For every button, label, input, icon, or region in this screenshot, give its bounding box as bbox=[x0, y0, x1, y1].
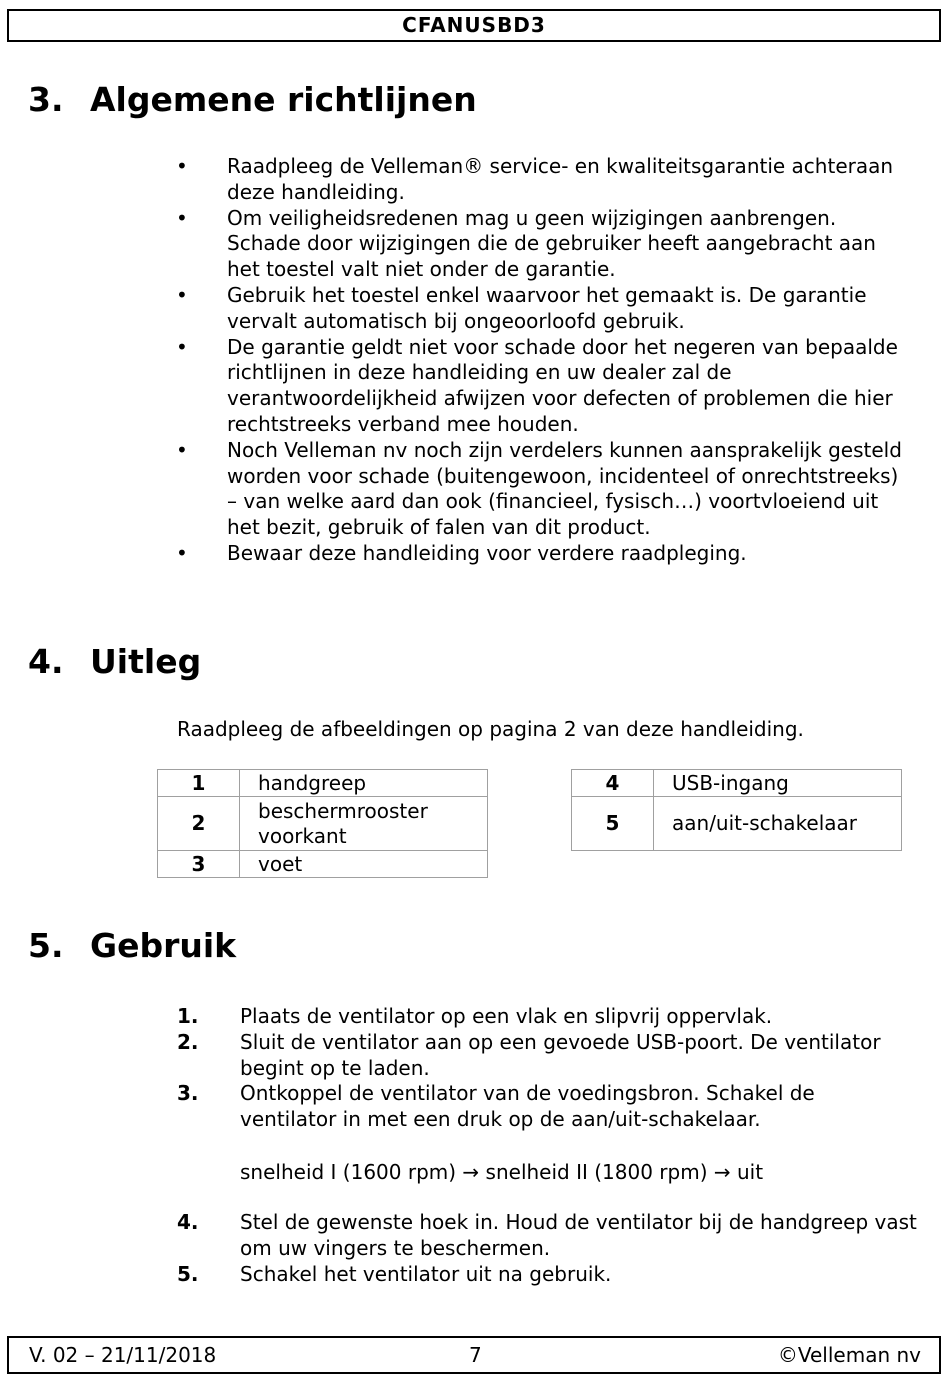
list-item bbox=[170, 154, 910, 206]
bullet-icon: • bbox=[176, 437, 188, 462]
part-label: beschermrooster voorkant bbox=[240, 797, 488, 851]
list-item bbox=[170, 335, 910, 438]
table-row bbox=[572, 797, 902, 851]
step-number: 3. bbox=[177, 1081, 199, 1106]
step-number: 4. bbox=[177, 1209, 199, 1234]
copyright: ©Velleman nv bbox=[777, 1343, 921, 1367]
step-number: 2. bbox=[177, 1029, 199, 1054]
guidelines-list bbox=[170, 154, 910, 567]
speed-sequence: snelheid I (1600 rpm) → snelheid II (1800 rpm) → uit bbox=[240, 1160, 764, 1184]
usage-steps bbox=[177, 1004, 917, 1287]
list-item bbox=[177, 1262, 917, 1288]
list-item bbox=[170, 206, 910, 283]
step-text: Plaats de ventilator op een vlak en slipvrij oppervlak. bbox=[240, 1004, 773, 1028]
list-item bbox=[177, 1030, 917, 1082]
page-number: 7 bbox=[469, 1343, 482, 1367]
list-item bbox=[170, 541, 910, 567]
table-row bbox=[158, 770, 488, 797]
section-5-heading bbox=[28, 926, 236, 966]
list-item-text: De garantie geldt niet voor schade door het negeren van bepaalde richtlijnen in deze handleiding en uw dealer zal de verantwoordelijkheid afwijzen voor defecten of problemen die hier rechtstreeks verband mee houden. bbox=[227, 334, 898, 436]
bullet-icon: • bbox=[176, 282, 188, 307]
bullet-icon: • bbox=[176, 205, 188, 230]
step-number: 1. bbox=[177, 1004, 199, 1028]
list-item bbox=[177, 1081, 917, 1133]
list-item-text: Om veiligheidsredenen mag u geen wijzigingen aanbrengen. Schade door wijzigingen die de gebruiker heeft aangebracht aan het toestel valt niet onder de garantie. bbox=[227, 205, 876, 282]
step-text: Ontkoppel de ventilator van de voedingsbron. Schakel de ventilator in met een druk op de aan/uit-schakelaar. bbox=[240, 1081, 815, 1132]
part-number: 5 bbox=[572, 797, 654, 851]
part-number: 1 bbox=[158, 770, 240, 797]
version-date: V. 02 – 21/11/2018 bbox=[29, 1343, 217, 1367]
section-4-number: 4. bbox=[28, 642, 64, 681]
part-label: aan/uit-schakelaar bbox=[654, 797, 902, 851]
step-text: Stel de gewenste hoek in. Houd de ventilator bij de handgreep vast om uw vingers te beschermen. bbox=[240, 1209, 917, 1260]
list-item-text: Noch Velleman nv noch zijn verdelers kunnen aansprakelijk gesteld worden voor schade (buitengewoon, incidenteel of onrechtstreeks) – van welke aard dan ook (financieel, fysisch…) voortvloeiend uit het bezit, gebruik of falen van dit product. bbox=[227, 437, 902, 540]
list-item bbox=[170, 283, 910, 335]
list-item-text: Raadpleeg de Velleman® service- en kwaliteitsgarantie achteraan deze handleiding. bbox=[227, 154, 894, 204]
section-4-title: Uitleg bbox=[90, 642, 202, 681]
document-footer bbox=[7, 1336, 941, 1374]
part-number: 4 bbox=[572, 770, 654, 797]
part-number: 2 bbox=[158, 797, 240, 851]
bullet-icon: • bbox=[176, 154, 188, 178]
table-row bbox=[158, 797, 488, 851]
part-label: USB-ingang bbox=[654, 770, 902, 797]
step-text: Schakel het ventilator uit na gebruik. bbox=[240, 1261, 612, 1286]
section-3-title: Algemene richtlijnen bbox=[90, 80, 477, 119]
section-3-number: 3. bbox=[28, 80, 64, 119]
table-row bbox=[572, 770, 902, 797]
model-code: CFANUSBD3 bbox=[402, 13, 546, 37]
section-5-number: 5. bbox=[28, 926, 64, 965]
list-item-text: Bewaar deze handleiding voor verdere raadpleging. bbox=[227, 540, 747, 565]
list-item bbox=[177, 1004, 917, 1030]
part-number: 3 bbox=[158, 851, 240, 878]
document-header bbox=[7, 9, 941, 42]
step-number: 5. bbox=[177, 1261, 199, 1286]
bullet-icon: • bbox=[176, 334, 188, 359]
parts-table-right bbox=[571, 769, 902, 851]
table-row bbox=[158, 851, 488, 878]
bullet-icon: • bbox=[176, 540, 188, 565]
list-item bbox=[170, 438, 910, 541]
part-label: voet bbox=[240, 851, 488, 878]
parts-table-left bbox=[157, 769, 488, 878]
list-item bbox=[177, 1210, 917, 1262]
section-4-intro: Raadpleeg de afbeeldingen op pagina 2 van deze handleiding. bbox=[177, 717, 804, 741]
step-text: Sluit de ventilator aan op een gevoede USB-poort. De ventilator begint op te laden. bbox=[240, 1029, 881, 1080]
section-5-title: Gebruik bbox=[90, 926, 237, 965]
list-item-text: Gebruik het toestel enkel waarvoor het gemaakt is. De garantie vervalt automatisch bij ongeoorloofd gebruik. bbox=[227, 282, 867, 333]
section-4-heading bbox=[28, 642, 201, 682]
section-3-heading bbox=[28, 80, 477, 120]
part-label: handgreep bbox=[240, 770, 488, 797]
